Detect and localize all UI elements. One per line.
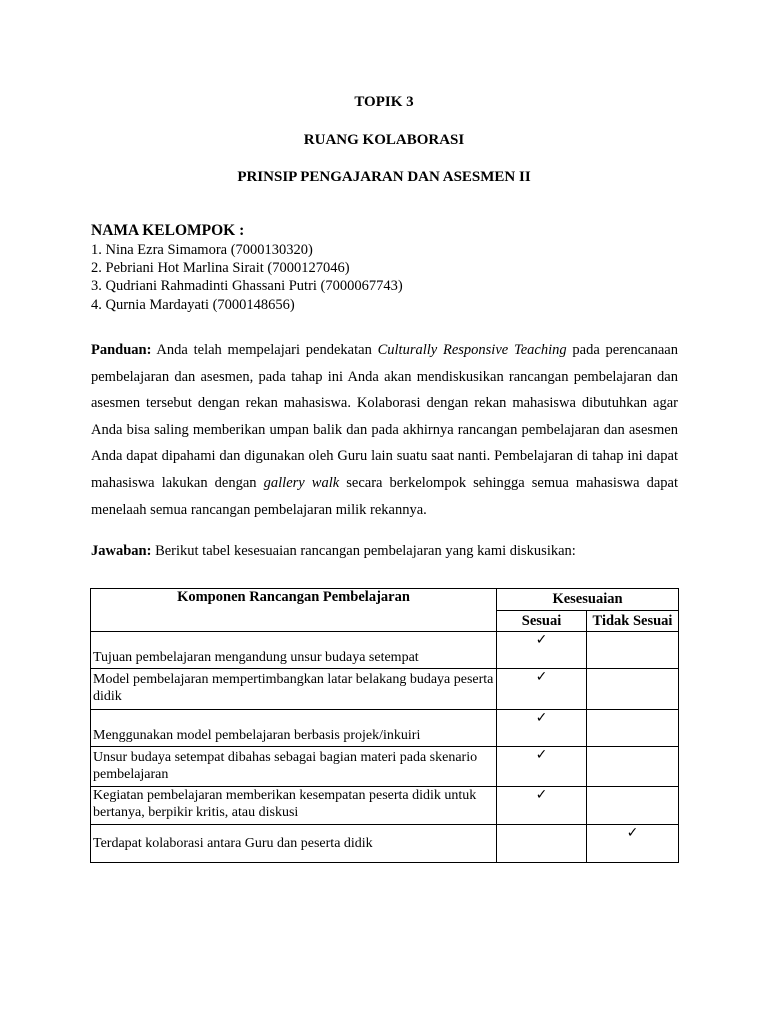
room-heading: RUANG KOLABORASI xyxy=(303,132,465,148)
cell-tidak-sesuai xyxy=(587,747,679,787)
member-item: 3. Qudriani Rahmadinti Ghassani Putri (7000067743) xyxy=(91,278,403,295)
row-component: Model pembelajaran mempertimbangkan latar belakang budaya peserta didik xyxy=(91,669,497,710)
check-icon: ✓ xyxy=(535,787,548,803)
guide-text: pada perencanaan pembelajaran dan asesmen, pada tahap ini Anda akan mendiskusikan rancangan pembelajaran dan asesmen tersebut dengan rekan mahasiswa. Kolaborasi dengan rekan mahasiswa dibutuhkan agar Anda bisa saling memberikan umpan balik dan pada akhirnya rancangan pembelajaran dan asesmen Anda dapat dipahami dan digunakan oleh Guru lain suatu saat nanti. Pembelajaran di tahap ini dapat mahasiswa lakukan dengan xyxy=(91,342,678,491)
header-sesuai: Sesuai xyxy=(497,610,587,632)
answer-paragraph xyxy=(91,541,681,561)
guide-term: gallery walk xyxy=(263,474,340,491)
cell-tidak-sesuai xyxy=(587,787,679,825)
cell-sesuai xyxy=(497,710,587,747)
cell-sesuai xyxy=(497,787,587,825)
conformity-table xyxy=(90,588,679,863)
cell-tidak-sesuai xyxy=(587,710,679,747)
cell-tidak-sesuai xyxy=(587,632,679,669)
answer-label: Jawaban: xyxy=(91,543,152,559)
check-icon: ✓ xyxy=(626,825,639,841)
guide-term: Culturally Responsive Teaching xyxy=(377,342,567,358)
table-row xyxy=(91,747,679,787)
check-icon: ✓ xyxy=(535,747,548,763)
guide-label: Panduan: xyxy=(91,342,152,358)
table-row xyxy=(91,825,679,863)
table-row xyxy=(91,632,679,669)
row-component: Kegiatan pembelajaran memberikan kesempatan peserta didik untuk bertanya, berpikir kritis, atau diskusi xyxy=(91,787,497,825)
cell-sesuai xyxy=(497,632,587,669)
cell-tidak-sesuai xyxy=(587,825,679,863)
row-component: Tujuan pembelajaran mengandung unsur budaya setempat xyxy=(91,632,497,669)
table-row xyxy=(91,710,679,747)
cell-sesuai xyxy=(497,747,587,787)
table-row xyxy=(91,787,679,825)
cell-tidak-sesuai xyxy=(587,669,679,710)
row-component: Unsur budaya setempat dibahas sebagai bagian materi pada skenario pembelajaran xyxy=(91,747,497,787)
check-icon: ✓ xyxy=(535,669,548,685)
check-icon: ✓ xyxy=(535,632,548,648)
topic-heading: TOPIK 3 xyxy=(354,94,414,110)
member-item: 4. Qurnia Mardayati (7000148656) xyxy=(91,296,295,313)
guide-text: Anda telah mempelajari pendekatan xyxy=(151,342,378,358)
guide-text: secara berkelompok sehingga semua mahasiswa dapat menelaah semua rancangan pembelajaran milik rekannya. xyxy=(91,474,678,518)
group-title: NAMA KELOMPOK : xyxy=(91,222,245,239)
subject-heading: PRINSIP PENGAJARAN DAN ASESMEN II xyxy=(237,169,531,185)
guide-paragraph xyxy=(91,337,678,523)
member-item: 1. Nina Ezra Simamora (7000130320) xyxy=(91,242,313,258)
table-row xyxy=(91,669,679,710)
check-icon: ✓ xyxy=(535,710,548,726)
header-tidak-sesuai: Tidak Sesuai xyxy=(587,610,679,632)
header-component: Komponen Rancangan Pembelajaran xyxy=(91,589,497,632)
answer-text: Berikut tabel kesesuaian rancangan pembelajaran yang kami diskusikan: xyxy=(151,543,576,559)
cell-sesuai xyxy=(497,825,587,863)
row-component: Terdapat kolaborasi antara Guru dan peserta didik xyxy=(91,825,497,863)
cell-sesuai xyxy=(497,669,587,710)
row-component: Menggunakan model pembelajaran berbasis projek/inkuiri xyxy=(91,710,497,747)
group-section xyxy=(91,221,681,314)
member-item: 2. Pebriani Hot Marlina Sirait (7000127046) xyxy=(91,260,350,277)
table-header-row xyxy=(91,589,679,611)
header-conformity: Kesesuaian xyxy=(497,589,679,611)
